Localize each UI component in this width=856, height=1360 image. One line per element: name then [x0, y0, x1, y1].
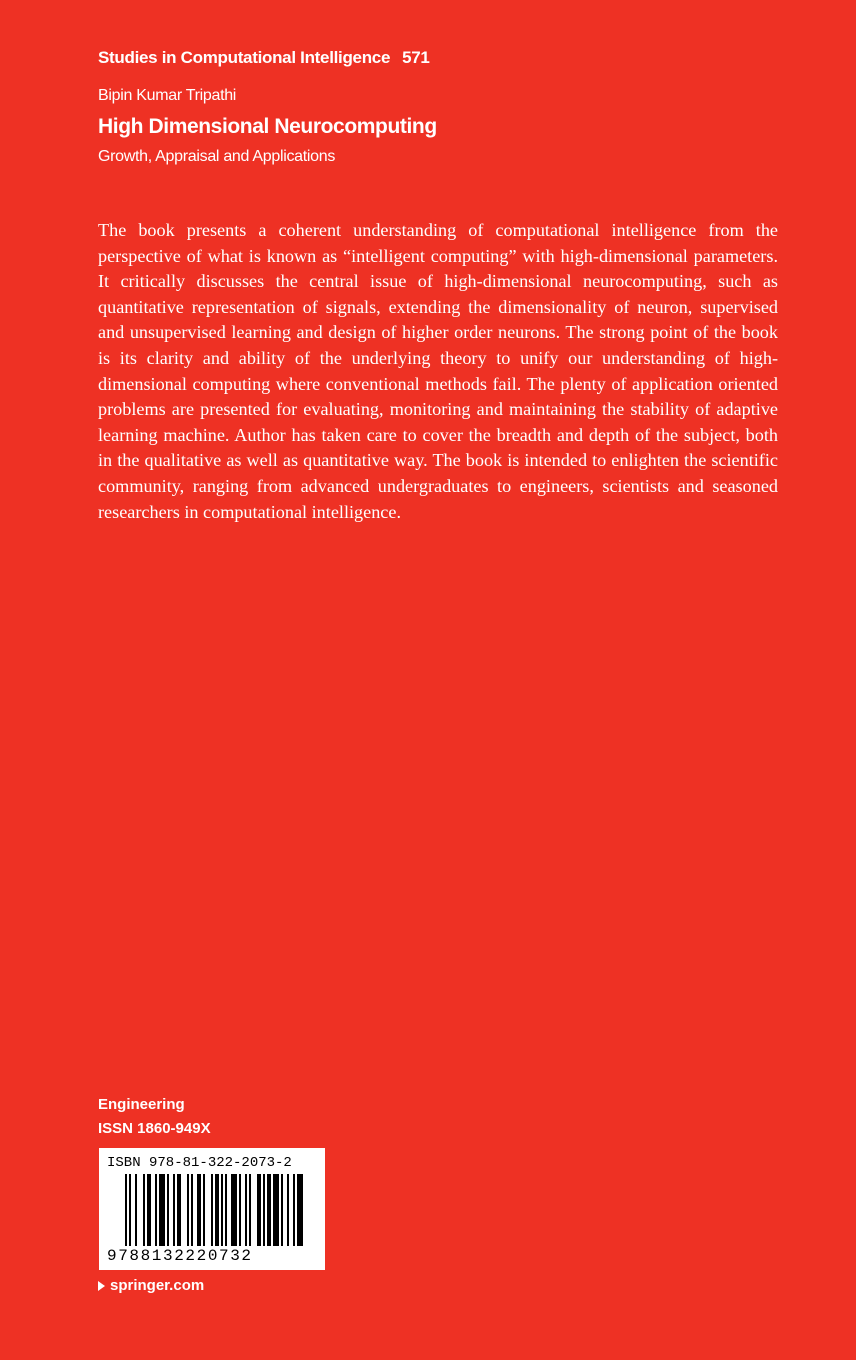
barcode-bar	[249, 1174, 251, 1246]
series-name: Studies in Computational Intelligence	[98, 48, 391, 67]
barcode-bar	[225, 1174, 227, 1246]
book-blurb: The book presents a coherent understanding of computational intelligence from the perspective of what is known as “intelligent computing” with high-dimensional parameters. It critically discusses the central issue of high-dimensional neurocomputing, such as quantitative representation of signals, extending the dimensionality of neuron, supervised and unsupervised learning and design of higher order neurons. The strong point of the book is its clarity and ability of the underlying theory to unify our understanding of high-dimensional computing where conventional methods fail. The plenty of application oriented problems are presented for evaluating, monitoring and maintaining the stability of adaptive learning machine. Author has taken care to cover the breadth and depth of the subject, both in the qualitative as well as quantitative way. The book is intended to enlighten the scientific community, ranging from advanced undergraduates to engineers, scientists and seasoned researchers in computational intelligence.	[98, 220, 778, 522]
barcode-bar	[147, 1174, 151, 1246]
barcode-bar	[211, 1174, 213, 1246]
website-label: springer.com	[110, 1277, 205, 1294]
barcode-bar	[239, 1174, 241, 1246]
barcode-bar	[187, 1174, 189, 1246]
barcode-bar	[281, 1174, 283, 1246]
series-line	[98, 48, 430, 68]
barcode-bar	[263, 1174, 265, 1246]
barcode-bar	[143, 1174, 145, 1246]
barcode-bar	[159, 1174, 165, 1246]
barcode-bar	[221, 1174, 223, 1246]
barcode-bar	[167, 1174, 169, 1246]
barcode-icon	[125, 1174, 303, 1246]
book-subtitle: Growth, Appraisal and Applications	[98, 148, 336, 165]
isbn-label: ISBN 978-81-322-2073-2	[107, 1155, 292, 1171]
barcode-bar	[287, 1174, 289, 1246]
barcode-bar	[173, 1174, 175, 1246]
series-number: 571	[402, 48, 430, 67]
barcode-bar	[197, 1174, 201, 1246]
barcode-bar	[177, 1174, 181, 1246]
barcode-bar	[155, 1174, 157, 1246]
issn-number: ISSN 1860-949X	[98, 1120, 211, 1137]
author-name: Bipin Kumar Tripathi	[98, 87, 237, 104]
barcode-bar	[231, 1174, 237, 1246]
barcode-bar	[273, 1174, 279, 1246]
barcode-bar	[245, 1174, 247, 1246]
barcode-bar	[135, 1174, 137, 1246]
book-title: High Dimensional Neurocomputing	[98, 115, 437, 138]
barcode-bar	[257, 1174, 261, 1246]
arrow-right-icon	[98, 1281, 105, 1291]
barcode-bar	[203, 1174, 205, 1246]
barcode-bar	[293, 1174, 295, 1246]
subject-category: Engineering	[98, 1096, 185, 1113]
barcode-bar	[267, 1174, 271, 1246]
barcode-bar	[125, 1174, 127, 1246]
barcode-bar	[129, 1174, 131, 1246]
website-link[interactable]	[98, 1277, 204, 1294]
barcode-bar	[215, 1174, 219, 1246]
barcode-bar	[297, 1174, 303, 1246]
ean-digits: 9788132220732	[107, 1247, 253, 1265]
barcode-bar	[191, 1174, 193, 1246]
barcode-panel	[99, 1148, 325, 1270]
